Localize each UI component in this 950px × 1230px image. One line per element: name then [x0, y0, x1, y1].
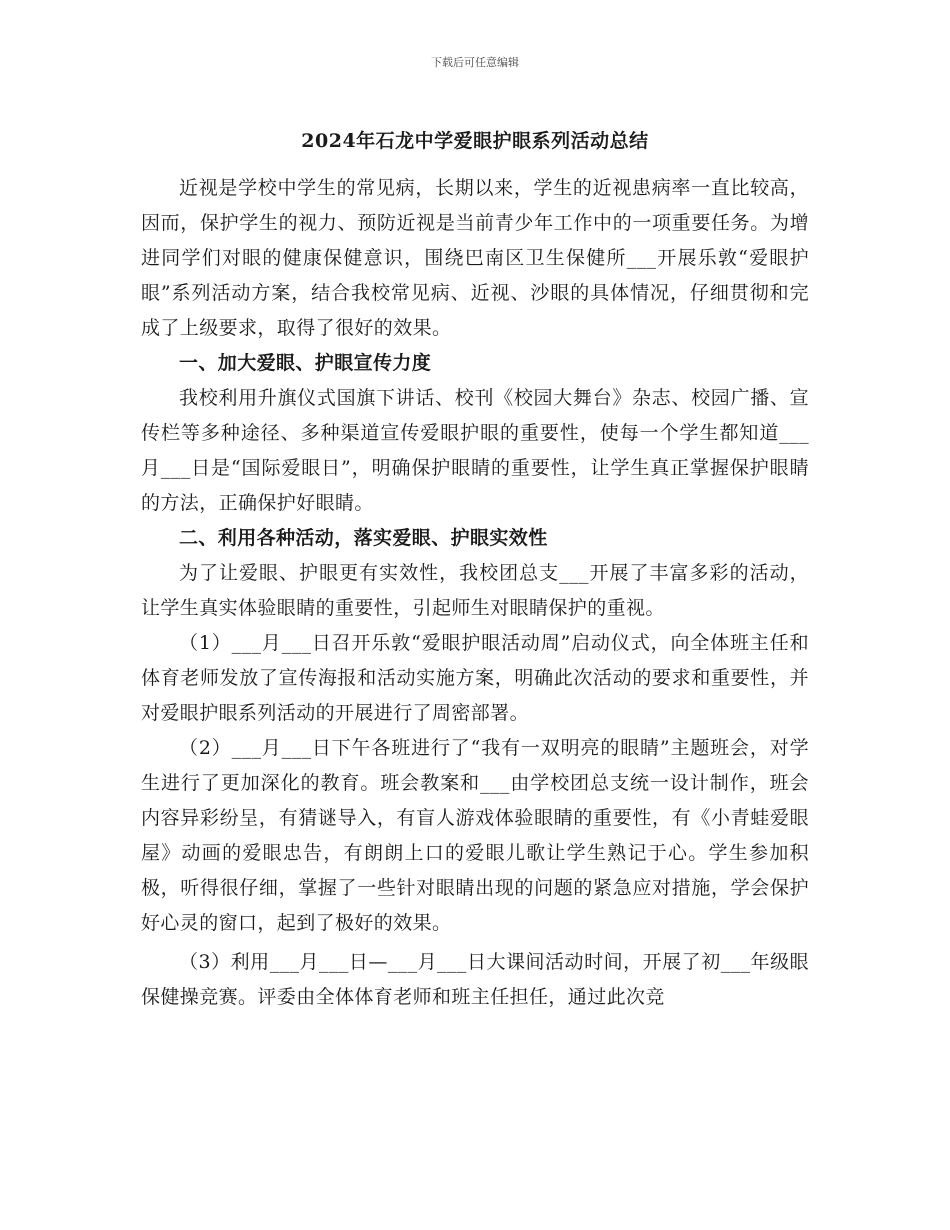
intro-paragraph: 近视是学校中学生的常见病，长期以来，学生的近视患病率一直比较高，因而，保护学生的视力、预防近视是当前青少年工作中的一项重要任务。为增进同学们对眼的健康保健意识，围绕巴南区卫生保健所___开展乐敦“爱眼护眼”系列活动方案，结合我校常见病、近视、沙眼的具体情况，仔细贯彻和完成了上级要求，取得了很好的效果。	[141, 177, 809, 339]
section-1-paragraph: 我校利用升旗仪式国旗下讲话、校刊《校园大舞台》杂志、校园广播、宣传栏等多种途径、多种渠道宣传爱眼护眼的重要性，使每一个学生都知道___月___日是“国际爱眼日”，明确保护眼睛的重要性，让学生真正掌握保护眼睛的方法，正确保护好眼睛。	[141, 387, 809, 514]
document-title: 2024年石龙中学爱眼护眼系列活动总结	[301, 130, 649, 152]
page-header: 下载后可任意编辑	[431, 56, 519, 69]
activity-item-3: （3）利用___月___日—___月___日大课间活动时间，开展了初___年级眼保健操竞赛。评委由全体体育老师和班主任担任，通过此次竞	[141, 951, 809, 1008]
section-2-paragraph: 为了让爱眼、护眼更有实效性，我校团总支___开展了丰富多彩的活动，让学生真实体验眼睛的重要性，引起师生对眼睛保护的重视。	[141, 562, 809, 619]
activity-item-2: （2）___月___日下午各班进行了“我有一双明亮的眼睛”主题班会，对学生进行了更加深化的教育。班会教案和___由学校团总支统一设计制作，班会内容异彩纷呈，有猜谜导入，有盲人游戏体验眼睛的重要性，有《小青蛙爱眼屋》动画的爱眼忠告，有朗朗上口的爱眼儿歌让学生熟记于心。学生参加积极，听得很仔细，掌握了一些针对眼睛出现的问题的紧急应对措施，学会保护好心灵的窗口，起到了极好的效果。	[141, 737, 809, 934]
activity-item-1: （1）___月___日召开乐敦“爱眼护眼活动周”启动仪式，向全体班主任和体育老师发放了宣传海报和活动实施方案，明确此次活动的要求和重要性，并对爱眼护眼系列活动的开展进行了周密部署。	[141, 632, 809, 724]
section-1-heading: 一、加大爱眼、护眼宣传力度	[179, 352, 432, 374]
section-2-heading: 二、利用各种活动，落实爱眼、护眼实效性	[179, 527, 548, 549]
document-body	[141, 171, 809, 1015]
